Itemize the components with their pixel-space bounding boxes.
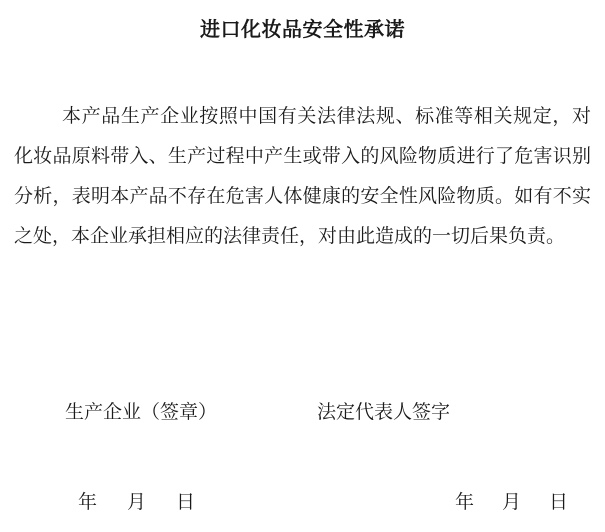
day-label: 日: [176, 492, 196, 513]
month-label: 月: [502, 492, 522, 513]
year-label: 年: [78, 492, 98, 513]
paragraph-line-1: 本产品生产企业按照中国有关法律法规、标准等相关规定，对: [62, 106, 591, 127]
month-label: 月: [127, 492, 147, 513]
day-label: 日: [549, 492, 569, 513]
date-line-right: [455, 492, 568, 514]
legal-representative-signature-label: 法定代表人签字: [317, 402, 451, 423]
paragraph-line-4: 之处，本企业承担相应的法律责任，对由此造成的一切后果负责。: [14, 226, 566, 247]
commitment-paragraph: [14, 97, 591, 257]
date-line-left: [78, 492, 195, 514]
producer-signature-label: 生产企业（签章）: [65, 402, 218, 423]
paragraph-line-3: 分析，表明本产品不存在危害人体健康的安全性风险物质。如有不实: [14, 186, 591, 207]
document-title: 进口化妆品安全性承诺: [200, 19, 405, 41]
paragraph-line-2: 化妆品原料带入、生产过程中产生或带入的风险物质进行了危害识别: [14, 146, 591, 167]
year-label: 年: [455, 492, 475, 513]
